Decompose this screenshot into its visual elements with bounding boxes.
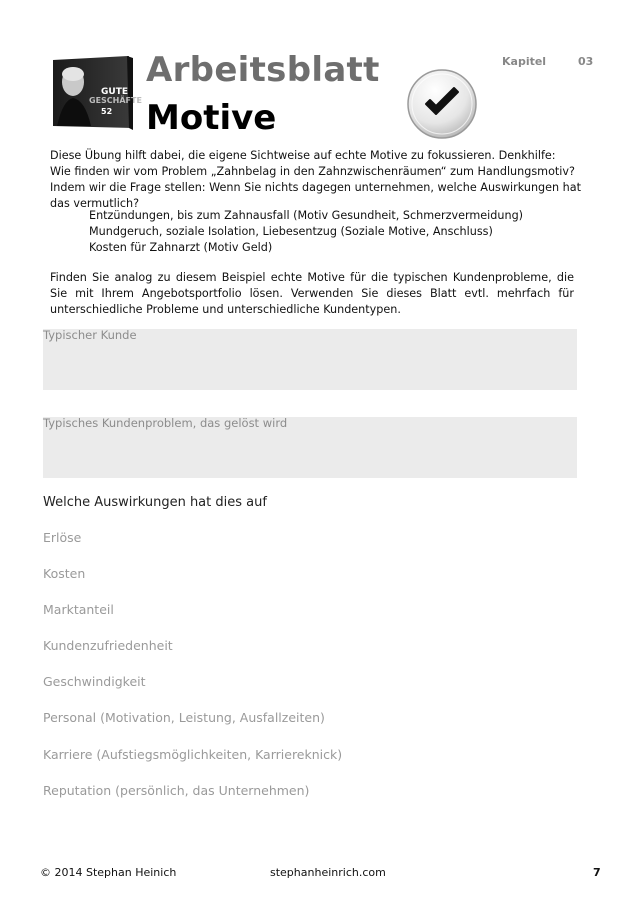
intro-line-2: Wie finden wir vom Problem „Zahnbelag in den Zahnzwischenräumen“ zum Handlungsmotiv? Indem wir die Frage stellen: Wenn Sie nichts dagegen unternehmen, welche Auswirkungen hat das vermutlich? (50, 165, 582, 210)
chapter-number: 03 (578, 55, 594, 68)
impact-item-kundenzufriedenheit[interactable]: Kundenzufriedenheit (43, 638, 173, 654)
chapter-label: Kapitel (502, 55, 547, 68)
example-item: Entzündungen, bis zum Zahnausfall (Motiv Gesundheit, Schmerzvermeidung) (89, 209, 524, 222)
book-cover-image (51, 56, 142, 130)
impact-item-geschwindigkeit[interactable]: Geschwindigkeit (43, 674, 146, 690)
book-word-1: GUTE (101, 87, 128, 97)
example-list (89, 208, 523, 256)
customer-field-label: Typischer Kunde (43, 328, 137, 342)
impact-question: Welche Auswirkungen hat dies auf (43, 495, 267, 510)
problem-field[interactable] (43, 417, 577, 478)
impact-item-erloese[interactable]: Erlöse (43, 530, 82, 545)
impact-item-kosten[interactable]: Kosten (43, 566, 86, 582)
intro-line-1: Diese Übung hilft dabei, die eigene Sichtweise auf echte Motive zu fokussieren. Denkhilfe: (50, 149, 556, 162)
footer-copyright: © 2014 Stephan Heinich (40, 866, 177, 879)
footer-url[interactable]: stephanheinrich.com (270, 866, 386, 879)
impact-list (43, 530, 342, 819)
page-number: 7 (593, 866, 601, 879)
book-word-2: GESCHÄFTE (89, 96, 142, 105)
impact-item-karriere[interactable]: Karriere (Aufstiegsmöglichkeiten, Karriereknick) (43, 746, 343, 762)
page-title: Arbeitsblatt (146, 50, 380, 90)
book-number: 52 (101, 107, 113, 116)
impact-item-personal[interactable]: Personal (Motivation, Leistung, Ausfallzeiten) (43, 710, 325, 726)
checkmark-icon (406, 68, 478, 140)
impact-item-marktanteil[interactable]: Marktanteil (43, 602, 114, 618)
example-item: Kosten für Zahnarzt (Motiv Geld) (89, 241, 273, 254)
impact-item-reputation[interactable]: Reputation (persönlich, das Unternehmen) (43, 782, 310, 798)
task-text: Finden Sie analog zu diesem Beispiel echte Motive für die typischen Kundenprobleme, die Sie mit Ihrem Angebotsportfolio lösen. Verwenden Sie dieses Blatt evtl. mehrfach für unterschiedliche Probleme und unterschiedliche Kundentypen. (50, 271, 574, 316)
example-item: Mundgeruch, soziale Isolation, Liebesentzug (Soziale Motive, Anschluss) (89, 225, 493, 238)
intro-text (50, 148, 590, 212)
page-subtitle: Motive (146, 98, 277, 138)
customer-field[interactable] (43, 329, 577, 390)
problem-field-label: Typisches Kundenproblem, das gelöst wird (43, 416, 288, 430)
